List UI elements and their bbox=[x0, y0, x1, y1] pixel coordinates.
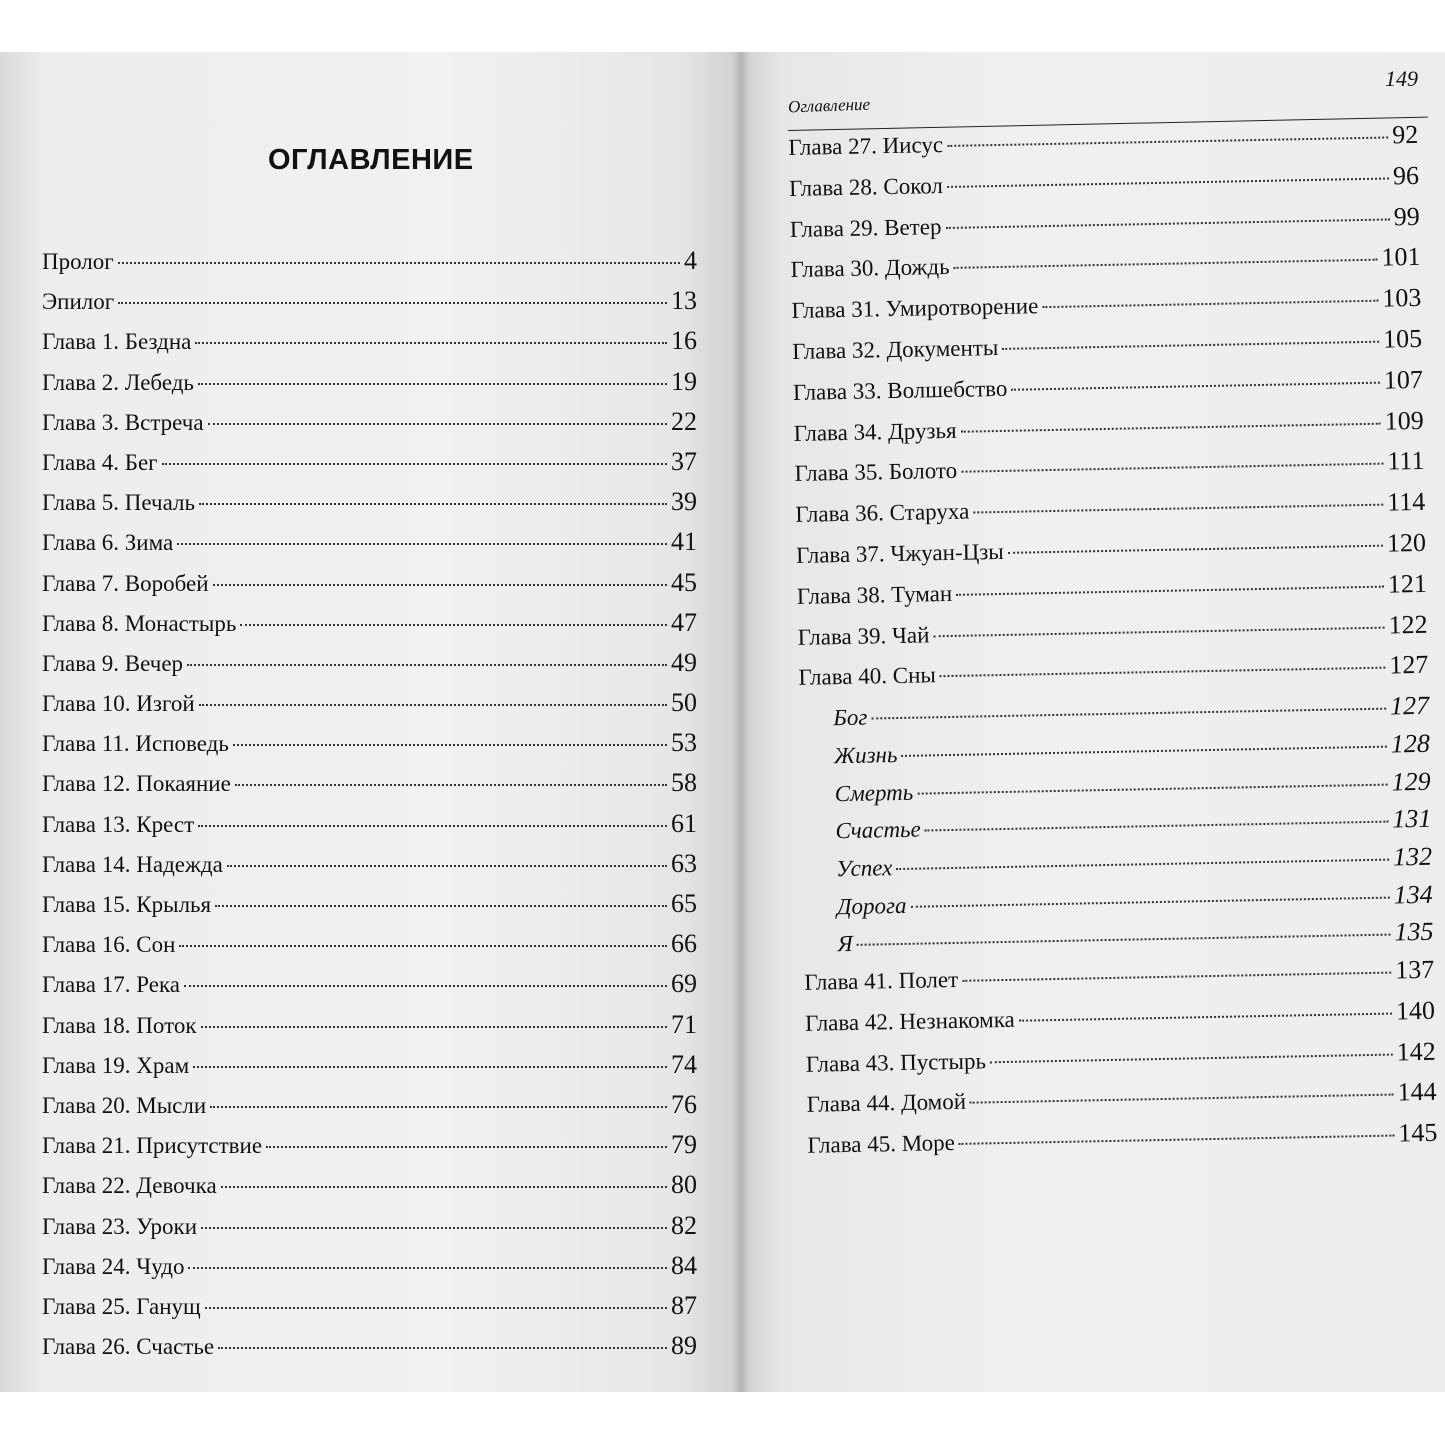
toc-entry bbox=[42, 487, 697, 527]
dot-leader bbox=[233, 744, 667, 746]
toc-entry-page: 61 bbox=[671, 808, 697, 838]
toc-entry-page: 127 bbox=[1389, 650, 1429, 680]
dot-leader bbox=[218, 1347, 667, 1349]
toc-entry bbox=[42, 849, 697, 889]
toc-entry-label: Успех bbox=[835, 855, 893, 882]
toc-entry-page: 65 bbox=[671, 889, 697, 918]
toc-entry-page: 58 bbox=[671, 768, 697, 798]
dot-leader bbox=[118, 302, 667, 304]
toc-entry bbox=[42, 1331, 697, 1371]
dot-leader bbox=[184, 985, 667, 987]
dot-leader bbox=[210, 1106, 667, 1108]
toc-list-left bbox=[42, 246, 697, 1371]
toc-entry-label: Глава 12. Покаяние bbox=[42, 771, 231, 797]
toc-entry-label: Глава 4. Бег bbox=[42, 449, 158, 475]
toc-entry-label: Глава 43. Пустырь bbox=[805, 1047, 987, 1077]
toc-entry-page: 144 bbox=[1397, 1077, 1437, 1107]
toc-entry-label: Глава 40. Сны bbox=[798, 662, 937, 691]
dot-leader bbox=[198, 825, 667, 827]
toc-entry-label: Глава 13. Крест bbox=[42, 811, 195, 837]
dot-leader bbox=[213, 584, 667, 586]
toc-entry bbox=[42, 809, 697, 849]
toc-entry bbox=[42, 568, 697, 608]
dot-leader bbox=[1002, 341, 1379, 350]
toc-entry-label: Счастье bbox=[835, 816, 921, 844]
toc-entry-label: Глава 2. Лебедь bbox=[42, 369, 194, 395]
toc-entry bbox=[42, 527, 697, 567]
dot-leader bbox=[945, 218, 1389, 229]
toc-entry-label: Пролог bbox=[42, 249, 114, 274]
dot-leader bbox=[961, 463, 1383, 473]
toc-entry-page: 137 bbox=[1394, 954, 1435, 985]
toc-entry-label: Глава 20. Мысли bbox=[42, 1092, 207, 1118]
toc-entry bbox=[42, 929, 697, 969]
toc-entry-page: 128 bbox=[1390, 728, 1431, 759]
toc-entry bbox=[42, 608, 697, 648]
dot-leader bbox=[201, 1227, 667, 1229]
toc-entry-label: Дорога bbox=[836, 892, 907, 919]
toc-entry-label: Глава 33. Волшебство bbox=[792, 375, 1008, 405]
dot-leader bbox=[205, 1307, 667, 1309]
toc-entry bbox=[42, 326, 697, 366]
toc-entry-label: Глава 39. Чай bbox=[797, 621, 930, 650]
dot-leader bbox=[201, 1026, 668, 1028]
toc-entry bbox=[42, 648, 697, 688]
dot-leader bbox=[195, 342, 667, 344]
dot-leader bbox=[961, 422, 1381, 432]
toc-entry-page: 131 bbox=[1392, 803, 1432, 834]
toc-entry-label: Глава 37. Чжуан-Цзы bbox=[795, 538, 1004, 568]
toc-entry bbox=[42, 367, 697, 407]
toc-entry-page: 80 bbox=[671, 1170, 697, 1200]
dot-leader bbox=[227, 865, 667, 867]
dot-leader bbox=[954, 259, 1378, 269]
toc-entry-page: 69 bbox=[671, 969, 697, 999]
toc-entry-page: 22 bbox=[671, 406, 697, 436]
toc-entry-page: 13 bbox=[671, 286, 697, 316]
toc-entry-page: 41 bbox=[671, 527, 697, 557]
toc-entry bbox=[42, 1010, 697, 1050]
toc-entry bbox=[42, 1090, 697, 1130]
toc-entry-label: Глава 34. Друзья bbox=[793, 417, 957, 446]
toc-entry-page: 111 bbox=[1387, 446, 1425, 476]
toc-entry-label: Глава 26. Счастье bbox=[42, 1334, 215, 1360]
toc-entry-label: Глава 11. Исповедь bbox=[42, 731, 229, 757]
dot-leader bbox=[266, 1146, 667, 1148]
toc-entry-page: 127 bbox=[1389, 690, 1430, 721]
dot-leader bbox=[162, 463, 667, 465]
toc-entry-page: 84 bbox=[671, 1250, 697, 1280]
toc-entry-label: Глава 5. Печаль bbox=[42, 490, 195, 516]
dot-leader bbox=[199, 503, 667, 505]
toc-entry bbox=[42, 969, 697, 1009]
toc-entry-page: 82 bbox=[671, 1210, 697, 1240]
toc-entry-page: 142 bbox=[1396, 1036, 1437, 1067]
toc-entry-label: Глава 1. Бездна bbox=[42, 329, 192, 355]
toc-entry bbox=[42, 688, 697, 728]
dot-leader bbox=[199, 704, 667, 706]
toc-entry-label: Глава 18. Поток bbox=[42, 1012, 197, 1038]
toc-list-right bbox=[788, 120, 1438, 1171]
toc-entry-page: 66 bbox=[671, 929, 697, 959]
toc-entry bbox=[42, 1130, 697, 1170]
toc-entry-page: 114 bbox=[1386, 487, 1426, 517]
toc-entry-label: Глава 31. Умиротворение bbox=[791, 293, 1039, 324]
toc-entry-page: 50 bbox=[671, 688, 697, 718]
toc-entry-label: Жизнь bbox=[833, 741, 898, 769]
toc-entry-page: 107 bbox=[1383, 364, 1424, 395]
left-page bbox=[0, 52, 740, 1392]
dot-leader bbox=[235, 784, 667, 786]
toc-entry-label: Глава 30. Дождь bbox=[790, 254, 950, 283]
page-number: 149 bbox=[1385, 66, 1418, 91]
dot-leader bbox=[901, 745, 1387, 756]
toc-entry-page: 121 bbox=[1387, 568, 1428, 599]
dot-leader bbox=[198, 383, 667, 385]
toc-entry-page: 120 bbox=[1386, 527, 1427, 558]
dot-leader bbox=[956, 585, 1384, 595]
page-title: ОГЛАВЛЕНИЕ bbox=[268, 144, 474, 176]
toc-entry-page: 19 bbox=[671, 366, 697, 396]
toc-entry-page: 92 bbox=[1391, 119, 1419, 150]
dot-leader bbox=[193, 1066, 667, 1068]
toc-entry bbox=[42, 1291, 697, 1331]
dot-leader bbox=[940, 667, 1386, 678]
toc-entry-label: Глава 6. Зима bbox=[42, 530, 174, 556]
toc-entry-page: 63 bbox=[671, 848, 697, 878]
toc-entry-page: 45 bbox=[671, 567, 697, 597]
toc-entry-page: 4 bbox=[684, 246, 697, 275]
toc-entry-page: 105 bbox=[1382, 323, 1423, 354]
toc-entry-label: Глава 14. Надежда bbox=[42, 851, 223, 877]
toc-entry-page: 99 bbox=[1393, 201, 1421, 231]
dot-leader bbox=[1042, 300, 1378, 308]
dot-leader bbox=[1019, 1012, 1392, 1021]
toc-entry bbox=[42, 246, 697, 286]
toc-entry-label: Глава 19. Храм bbox=[42, 1052, 190, 1078]
toc-entry-label: Глава 8. Монастырь bbox=[42, 610, 237, 636]
dot-leader bbox=[973, 504, 1383, 514]
dot-leader bbox=[917, 783, 1387, 794]
toc-entry-label: Глава 38. Туман bbox=[796, 580, 953, 609]
toc-entry-label: Глава 41. Полет bbox=[804, 966, 959, 995]
dot-leader bbox=[947, 177, 1389, 187]
dot-leader bbox=[177, 543, 667, 545]
toc-entry bbox=[42, 447, 697, 487]
toc-entry bbox=[42, 1251, 697, 1291]
dot-leader bbox=[240, 624, 667, 626]
running-head: Оглавление bbox=[787, 94, 871, 117]
toc-entry-label: Глава 42. Незнакомка bbox=[804, 1006, 1015, 1036]
toc-entry-page: 47 bbox=[671, 607, 697, 637]
toc-entry bbox=[42, 407, 697, 447]
toc-entry bbox=[42, 286, 697, 326]
dot-leader bbox=[179, 945, 667, 947]
toc-entry-label: Глава 45. Море bbox=[807, 1130, 956, 1158]
toc-entry-label: Глава 24. Чудо bbox=[42, 1253, 185, 1279]
toc-entry-label: Глава 29. Ветер bbox=[789, 213, 942, 242]
dot-leader bbox=[896, 859, 1389, 870]
toc-entry-label: Глава 22. Девочка bbox=[42, 1173, 217, 1199]
toc-entry-page: 101 bbox=[1381, 242, 1421, 273]
toc-entry-label: Глава 21. Присутствие bbox=[42, 1133, 263, 1159]
toc-entry-label: Глава 7. Воробей bbox=[42, 570, 209, 596]
toc-entry-page: 49 bbox=[671, 647, 697, 677]
toc-entry bbox=[42, 768, 697, 808]
dot-leader bbox=[962, 972, 1391, 982]
toc-entry-page: 109 bbox=[1384, 405, 1424, 436]
dot-leader bbox=[118, 262, 680, 264]
toc-entry-label: Глава 16. Сон bbox=[42, 932, 176, 958]
toc-entry-label: Глава 3. Встреча bbox=[42, 409, 204, 435]
toc-entry-page: 16 bbox=[671, 326, 697, 356]
toc-entry-page: 76 bbox=[671, 1089, 697, 1119]
toc-entry-page: 132 bbox=[1392, 841, 1433, 872]
toc-entry-label: Я bbox=[837, 931, 853, 957]
toc-entry-label: Глава 23. Уроки bbox=[42, 1213, 198, 1239]
toc-entry-page: 134 bbox=[1393, 879, 1434, 910]
toc-entry-page: 96 bbox=[1392, 160, 1420, 191]
dot-leader bbox=[970, 1094, 1394, 1104]
dot-leader bbox=[1011, 381, 1380, 390]
toc-entry bbox=[42, 728, 697, 768]
toc-entry-page: 129 bbox=[1391, 766, 1431, 797]
toc-entry-page: 74 bbox=[671, 1049, 697, 1079]
dot-leader bbox=[933, 626, 1384, 637]
toc-entry-label: Глава 44. Домой bbox=[806, 1089, 967, 1118]
dot-leader bbox=[959, 1135, 1395, 1145]
toc-entry-label: Глава 25. Ганущ bbox=[42, 1293, 201, 1319]
toc-entry-label: Глава 36. Старуха bbox=[795, 498, 970, 528]
dot-leader bbox=[1008, 545, 1383, 554]
dot-leader bbox=[221, 1186, 667, 1188]
toc-entry-page: 122 bbox=[1388, 609, 1428, 640]
toc-entry-page: 89 bbox=[671, 1331, 697, 1361]
toc-entry-label: Глава 32. Документы bbox=[791, 334, 999, 364]
toc-entry-page: 103 bbox=[1382, 283, 1422, 313]
dot-leader bbox=[947, 136, 1388, 146]
right-page bbox=[740, 52, 1445, 1392]
toc-entry-page: 79 bbox=[671, 1130, 697, 1160]
toc-entry-label: Бог bbox=[833, 704, 868, 731]
toc-entry-page: 87 bbox=[671, 1290, 697, 1320]
dot-leader bbox=[871, 708, 1386, 720]
dot-leader bbox=[215, 905, 667, 907]
toc-entry-page: 71 bbox=[671, 1009, 697, 1039]
toc-entry bbox=[42, 1050, 697, 1090]
toc-entry-page: 39 bbox=[671, 487, 697, 517]
dot-leader bbox=[990, 1053, 1393, 1063]
toc-entry-page: 37 bbox=[671, 446, 697, 476]
toc-entry-page: 145 bbox=[1398, 1117, 1438, 1148]
toc-entry-label: Глава 28. Сокол bbox=[788, 172, 944, 201]
toc-entry-label: Глава 17. Река bbox=[42, 972, 180, 998]
dot-leader bbox=[208, 423, 667, 425]
toc-entry-label: Глава 27. Иисус bbox=[788, 132, 944, 160]
toc-entry-label: Глава 15. Крылья bbox=[42, 892, 212, 917]
dot-leader bbox=[857, 934, 1391, 946]
toc-entry-label: Глава 35. Болото bbox=[794, 458, 958, 487]
book-gutter bbox=[732, 52, 750, 1392]
toc-entry-page: 135 bbox=[1394, 917, 1434, 947]
toc-entry-label: Смерть bbox=[834, 779, 914, 806]
dot-leader bbox=[925, 821, 1389, 832]
toc-entry-label: Эпилог bbox=[42, 289, 115, 315]
dot-leader bbox=[910, 896, 1389, 907]
dot-leader bbox=[188, 1267, 667, 1269]
dot-leader bbox=[187, 664, 667, 666]
toc-entry bbox=[42, 1170, 697, 1210]
toc-entry-label: Глава 10. Изгой bbox=[42, 691, 195, 717]
toc-entry bbox=[42, 1211, 697, 1251]
toc-entry-label: Глава 9. Вечер bbox=[42, 650, 184, 676]
toc-entry-page: 140 bbox=[1395, 995, 1436, 1026]
toc-entry-page: 53 bbox=[671, 728, 697, 758]
toc-entry bbox=[42, 889, 697, 929]
book-spread bbox=[0, 52, 1445, 1392]
